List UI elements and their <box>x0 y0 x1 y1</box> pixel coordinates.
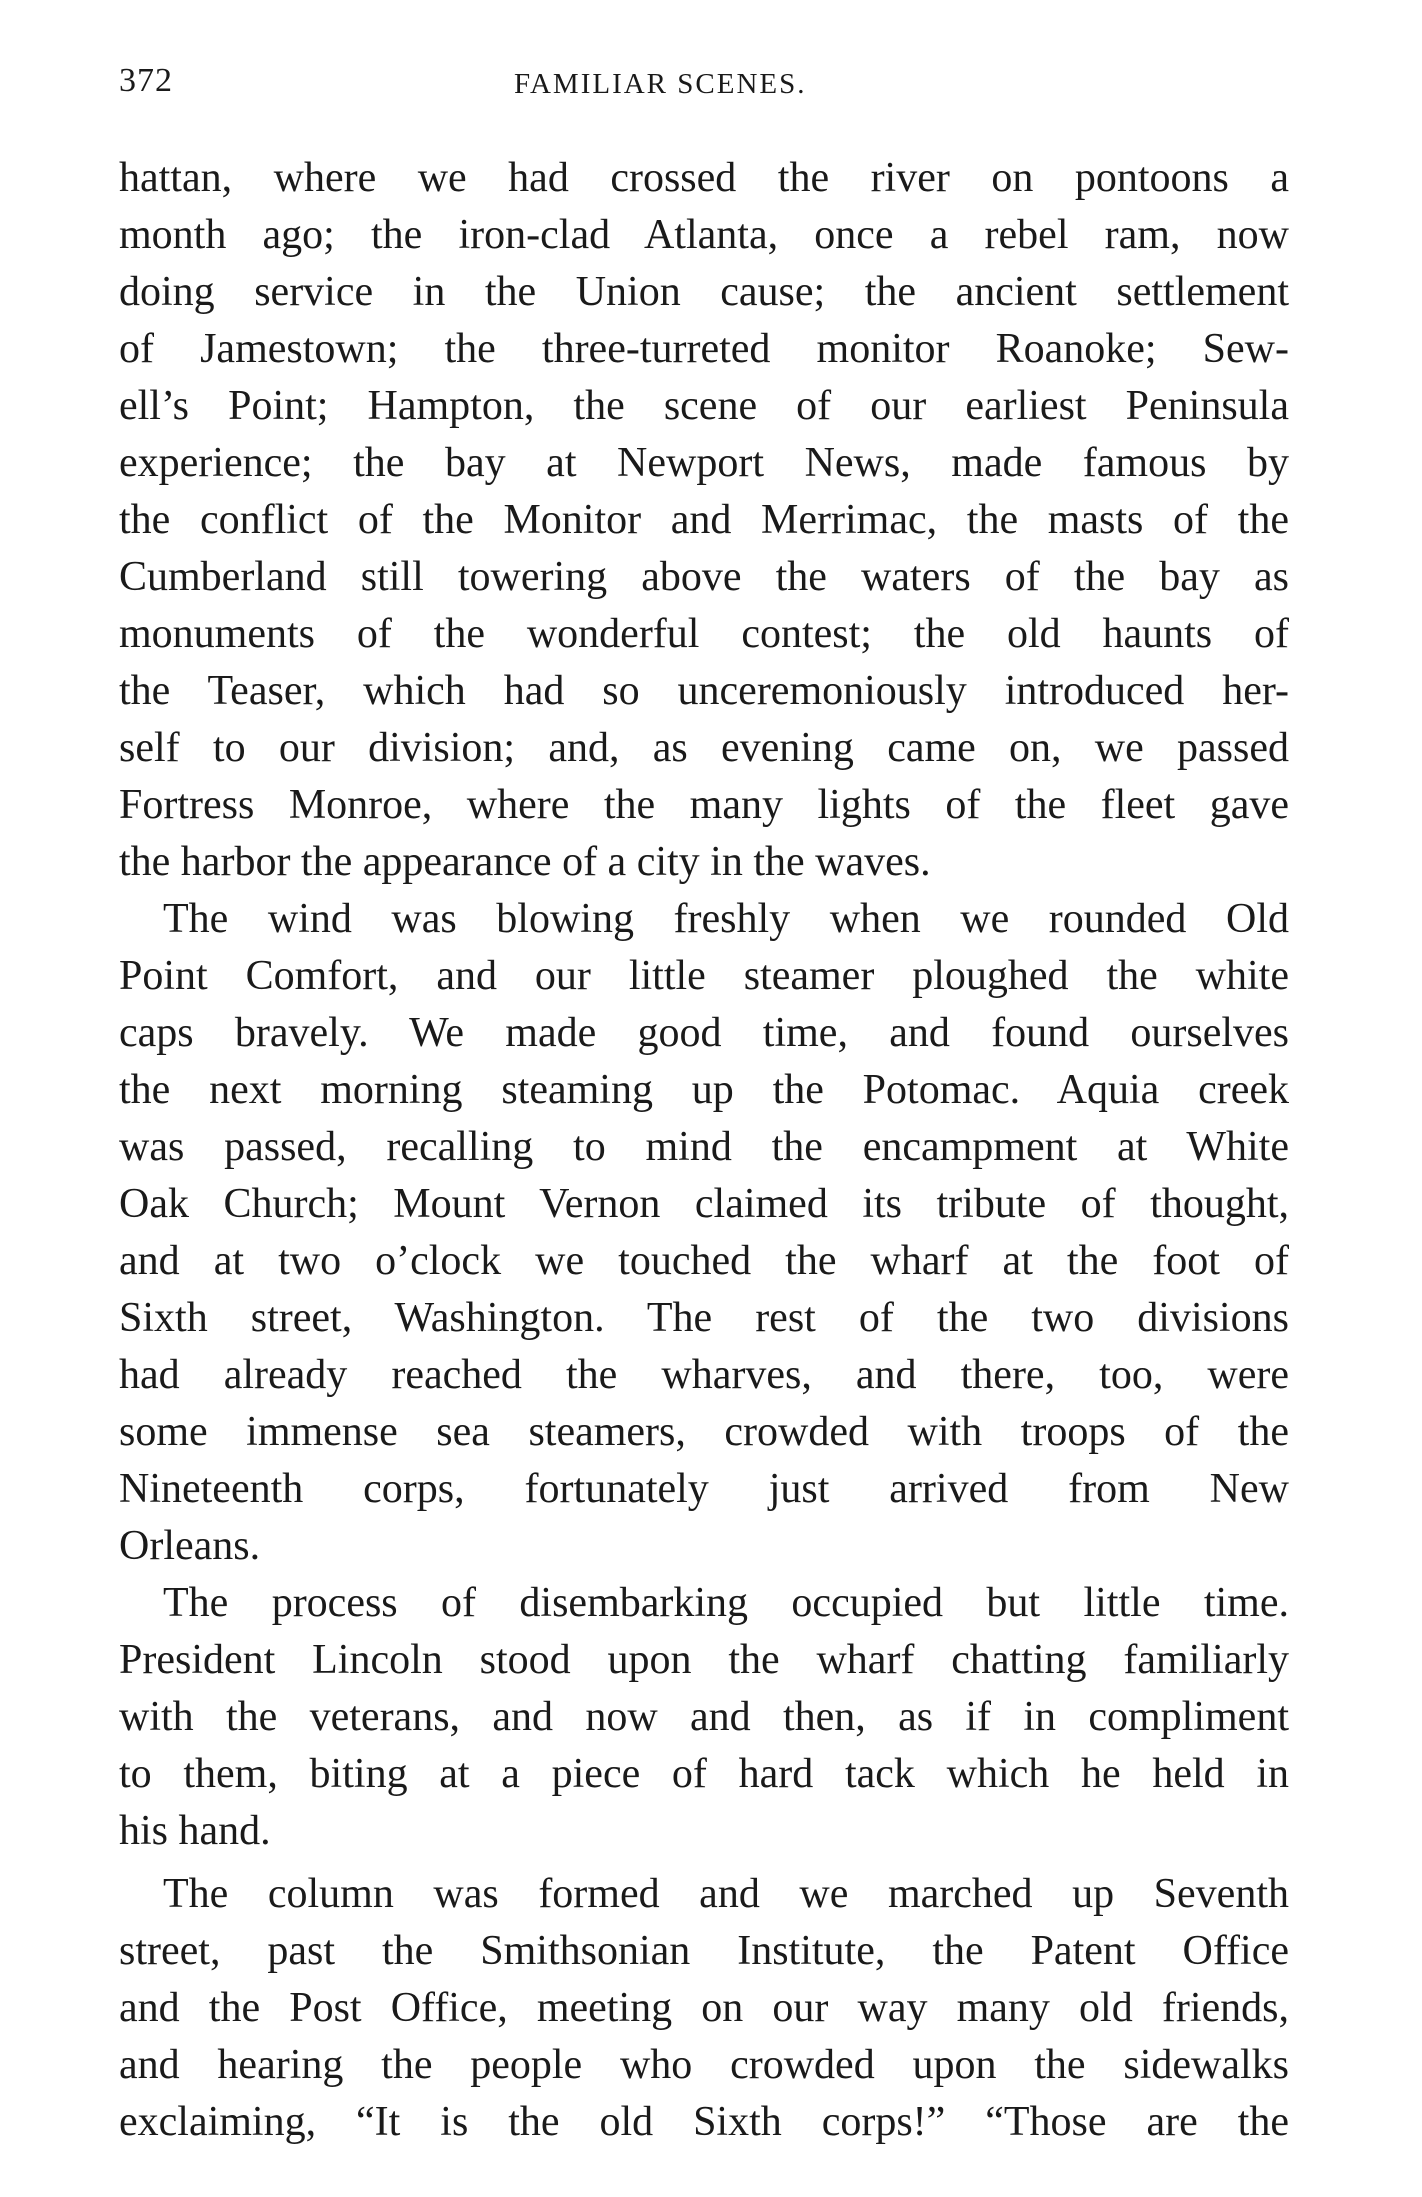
text-line: to them, biting at a piece of hard tack which he held in <box>119 1751 1289 1797</box>
text-line: month ago; the iron-clad Atlanta, once a rebel ram, now <box>119 212 1289 258</box>
text-line: Nineteenth corps, fortunately just arrived from New <box>119 1466 1289 1512</box>
paragraph <box>119 1575 1289 1860</box>
text-line: doing service in the Union cause; the ancient settlement <box>119 269 1289 315</box>
text-line: had already reached the wharves, and there, too, were <box>119 1352 1289 1398</box>
running-head <box>119 62 1289 102</box>
text-line: some immense sea steamers, crowded with troops of the <box>119 1409 1289 1455</box>
text-line: and at two o’clock we touched the wharf at the foot of <box>119 1238 1289 1284</box>
text-line: exclaiming, “It is the old Sixth corps!” “Those are the <box>119 2099 1289 2145</box>
text-line: ell’s Point; Hampton, the scene of our earliest Peninsula <box>119 383 1289 429</box>
text-line: The process of disembarking occupied but little time. <box>163 1580 1289 1626</box>
text-line: President Lincoln stood upon the wharf chatting familiarly <box>119 1637 1289 1683</box>
paragraph <box>119 891 1289 1575</box>
text-line: and the Post Office, meeting on our way many old friends, <box>119 1985 1289 2031</box>
paragraph <box>119 150 1289 891</box>
text-line: Cumberland still towering above the waters of the bay as <box>119 554 1289 600</box>
text-line: street, past the Smithsonian Institute, the Patent Office <box>119 1928 1289 1974</box>
text-line: Point Comfort, and our little steamer ploughed the white <box>119 953 1289 999</box>
paragraph <box>119 1866 1289 2151</box>
text-line: Orleans. <box>119 1523 261 1569</box>
text-line: experience; the bay at Newport News, made famous by <box>119 440 1289 486</box>
text-line: the Teaser, which had so unceremoniously introduced her- <box>119 668 1289 714</box>
text-line: the next morning steaming up the Potomac. Aquia creek <box>119 1067 1289 1113</box>
body-text <box>119 150 1289 2151</box>
text-line: The column was formed and we marched up Seventh <box>163 1871 1289 1917</box>
text-line: his hand. <box>119 1808 271 1854</box>
text-line: The wind was blowing freshly when we rounded Old <box>163 896 1289 942</box>
text-line: Sixth street, Washington. The rest of the two divisions <box>119 1295 1289 1341</box>
text-line: the harbor the appearance of a city in the waves. <box>119 839 931 885</box>
text-line: caps bravely. We made good time, and found ourselves <box>119 1010 1289 1056</box>
text-line: with the veterans, and now and then, as if in compliment <box>119 1694 1289 1740</box>
text-line: Fortress Monroe, where the many lights of the fleet gave <box>119 782 1289 828</box>
text-line: monuments of the wonderful contest; the old haunts of <box>119 611 1289 657</box>
page-number: 372 <box>119 62 173 99</box>
text-line: of Jamestown; the three-turreted monitor Roanoke; Sew- <box>119 326 1289 372</box>
text-line: was passed, recalling to mind the encampment at White <box>119 1124 1289 1170</box>
running-title: FAMILIAR SCENES. <box>514 68 807 100</box>
text-line: and hearing the people who crowded upon the sidewalks <box>119 2042 1289 2088</box>
text-line: Oak Church; Mount Vernon claimed its tribute of thought, <box>119 1181 1289 1227</box>
text-line: self to our division; and, as evening came on, we passed <box>119 725 1289 771</box>
text-line: hattan, where we had crossed the river on pontoons a <box>119 155 1289 201</box>
text-line: the conflict of the Monitor and Merrimac, the masts of the <box>119 497 1289 543</box>
